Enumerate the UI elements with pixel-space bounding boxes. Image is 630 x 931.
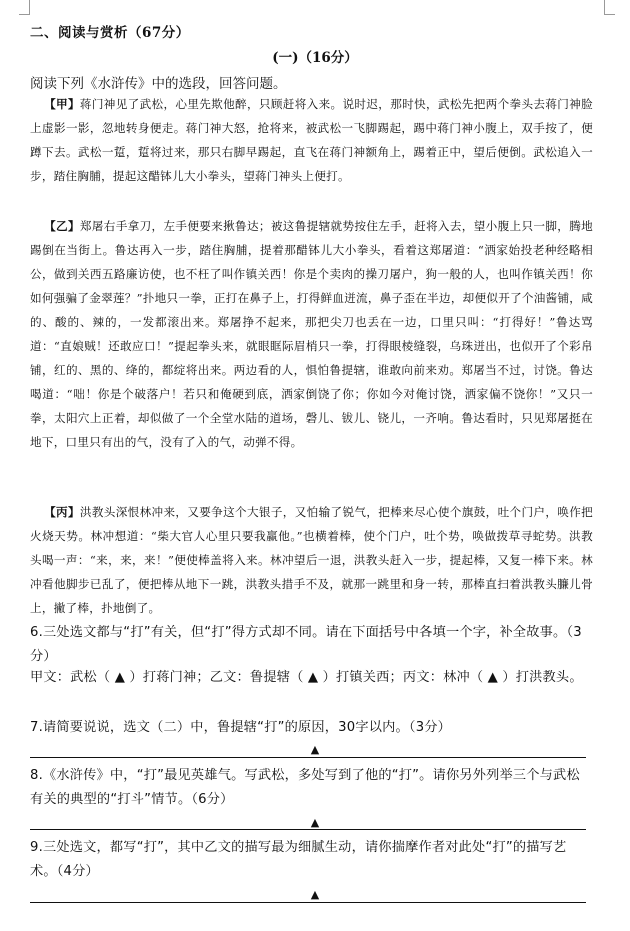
question-7: 7.请简要说说，选文（二）中，鲁提辖“打”的原因，30字以内。（3分） (30, 720, 452, 735)
answer-marker-7: ▲ (310, 743, 320, 756)
passage-yi-marker: 【乙】 (44, 219, 80, 233)
question-6: 6.三处选文都与“打”有关，但“打”得方式却不同。请在下面括号中各填一个字，补全故事。（3分） (30, 625, 582, 664)
passage-jia (30, 92, 593, 188)
passage-yi-text: 郑屠右手拿刀，左手便要来揪鲁达；被这鲁提辖就势按住左手，赶将入去，望小腹上只一脚，腾地踢倒在当街上。鲁达再入一步，踏住胸脯，提着那醋钵儿大小拳头，看着这郑屠道：“洒家始投老种经略相公，做到关西五路廉访使，也不枉了叫作镇关西！你是个卖肉的操刀屠户，狗一般的人，也叫作镇关西！你如何强骗了金翠莲？”扑地只一拳，正打在鼻子上，打得鲜血迸流，鼻子歪在半边，却便似开了个油酱铺，咸的、酸的、辣的，一发都滚出来。郑屠挣不起来，那把尖刀也丢在一边，口里只叫：“打得好！”鲁达骂道：“直娘贼！还敢应口！”提起拳头来，就眼眶际眉梢只一拳，打得眼棱缝裂，乌珠迸出，也似开了个彩帛铺，红的、黑的、绛的，都绽将出来。两边看的人，惧怕鲁提辖，谁敢向前来劝。郑屠当不过，讨饶。鲁达喝道：“咄！你是个破落户！若只和俺硬到底，洒家倒饶了你；你如今对俺讨饶，洒家偏不饶你！”又只一拳，太阳穴上正着，却似做了一个全堂水陆的道场，磬儿、钹儿、铙儿，一齐响。鲁达看时，只见郑屠挺在地下，口里只有出的气，没有了入的气，动弹不得。 (30, 219, 593, 449)
passage-bing-text: 洪教头深恨林冲来，又要争这个大银子，又怕输了锐气，把棒来尽心使个旗鼓，吐个门户，唤作把火烧天势。林冲想道：“柴大官人心里只要我赢他。”也横着棒，使个门户，吐个势，唤做拨草寻蛇势。洪教头喝一声：“来，来，来！”便使棒盖将入来。林冲望后一退，洪教头赶入一步，提起棒，又复一棒下来。林冲看他脚步已乱了，便把棒从地下一跳，洪教头措手不及，就那一跳里和身一转，那棒直扫着洪教头臁儿骨上，撇了棒，扑地倒了。 (30, 505, 593, 615)
reading-instruction: 阅读下列《水浒传》中的选段，回答问题。 (30, 76, 287, 92)
answer-line-9[interactable] (30, 902, 586, 903)
answer-marker-9: ▲ (310, 888, 320, 901)
passage-jia-text: 蒋门神见了武松，心里先欺他醉，只顾赶将入来。说时迟，那时快，武松先把两个拳头去蒋门神脸上虚影一影，忽地转身便走。蒋门神大怒，抢将来，被武松一飞脚踢起，踢中蒋门神小腹上，双手按了，便蹲下去。武松一踅，踅将过来，那只右脚早踢起，直飞在蒋门神额角上，踢着正中，望后便倒。武松追入一步，踏住胸脯，提起这醋钵儿大小拳头，望蒋门神头上便打。 (30, 97, 593, 183)
page-corner-mark-left (19, 0, 30, 15)
answer-line-7[interactable] (30, 757, 586, 758)
page-corner-mark-right (604, 0, 615, 15)
question-9: 9.三处选文，都写“打”，其中乙文的描写最为细腻生动，请你揣摩作者对此处“打”的描写艺术。（4分） (30, 840, 567, 879)
answer-marker-8: ▲ (310, 816, 320, 829)
question-6-fill-in: 甲文：武松（ ▲ ）打蒋门神；乙文：鲁提辖（ ▲ ）打镇关西；丙文：林冲（ ▲ ）打洪教头。 (30, 670, 583, 685)
question-8: 8.《水浒传》中，“打”最见英雄气。写武松，多处写到了他的“打”。请你另外列举三个与武松有关的典型的“打斗”情节。（6分） (30, 768, 580, 807)
passage-yi (30, 214, 593, 454)
section-title: 二、阅读与赏析（67分） (30, 25, 190, 41)
answer-line-8[interactable] (30, 829, 586, 830)
passage-bing-marker: 【丙】 (44, 505, 80, 519)
passage-jia-marker: 【甲】 (44, 97, 80, 111)
passage-bing (30, 500, 593, 620)
subsection-title: (一)（16分） (272, 50, 358, 66)
